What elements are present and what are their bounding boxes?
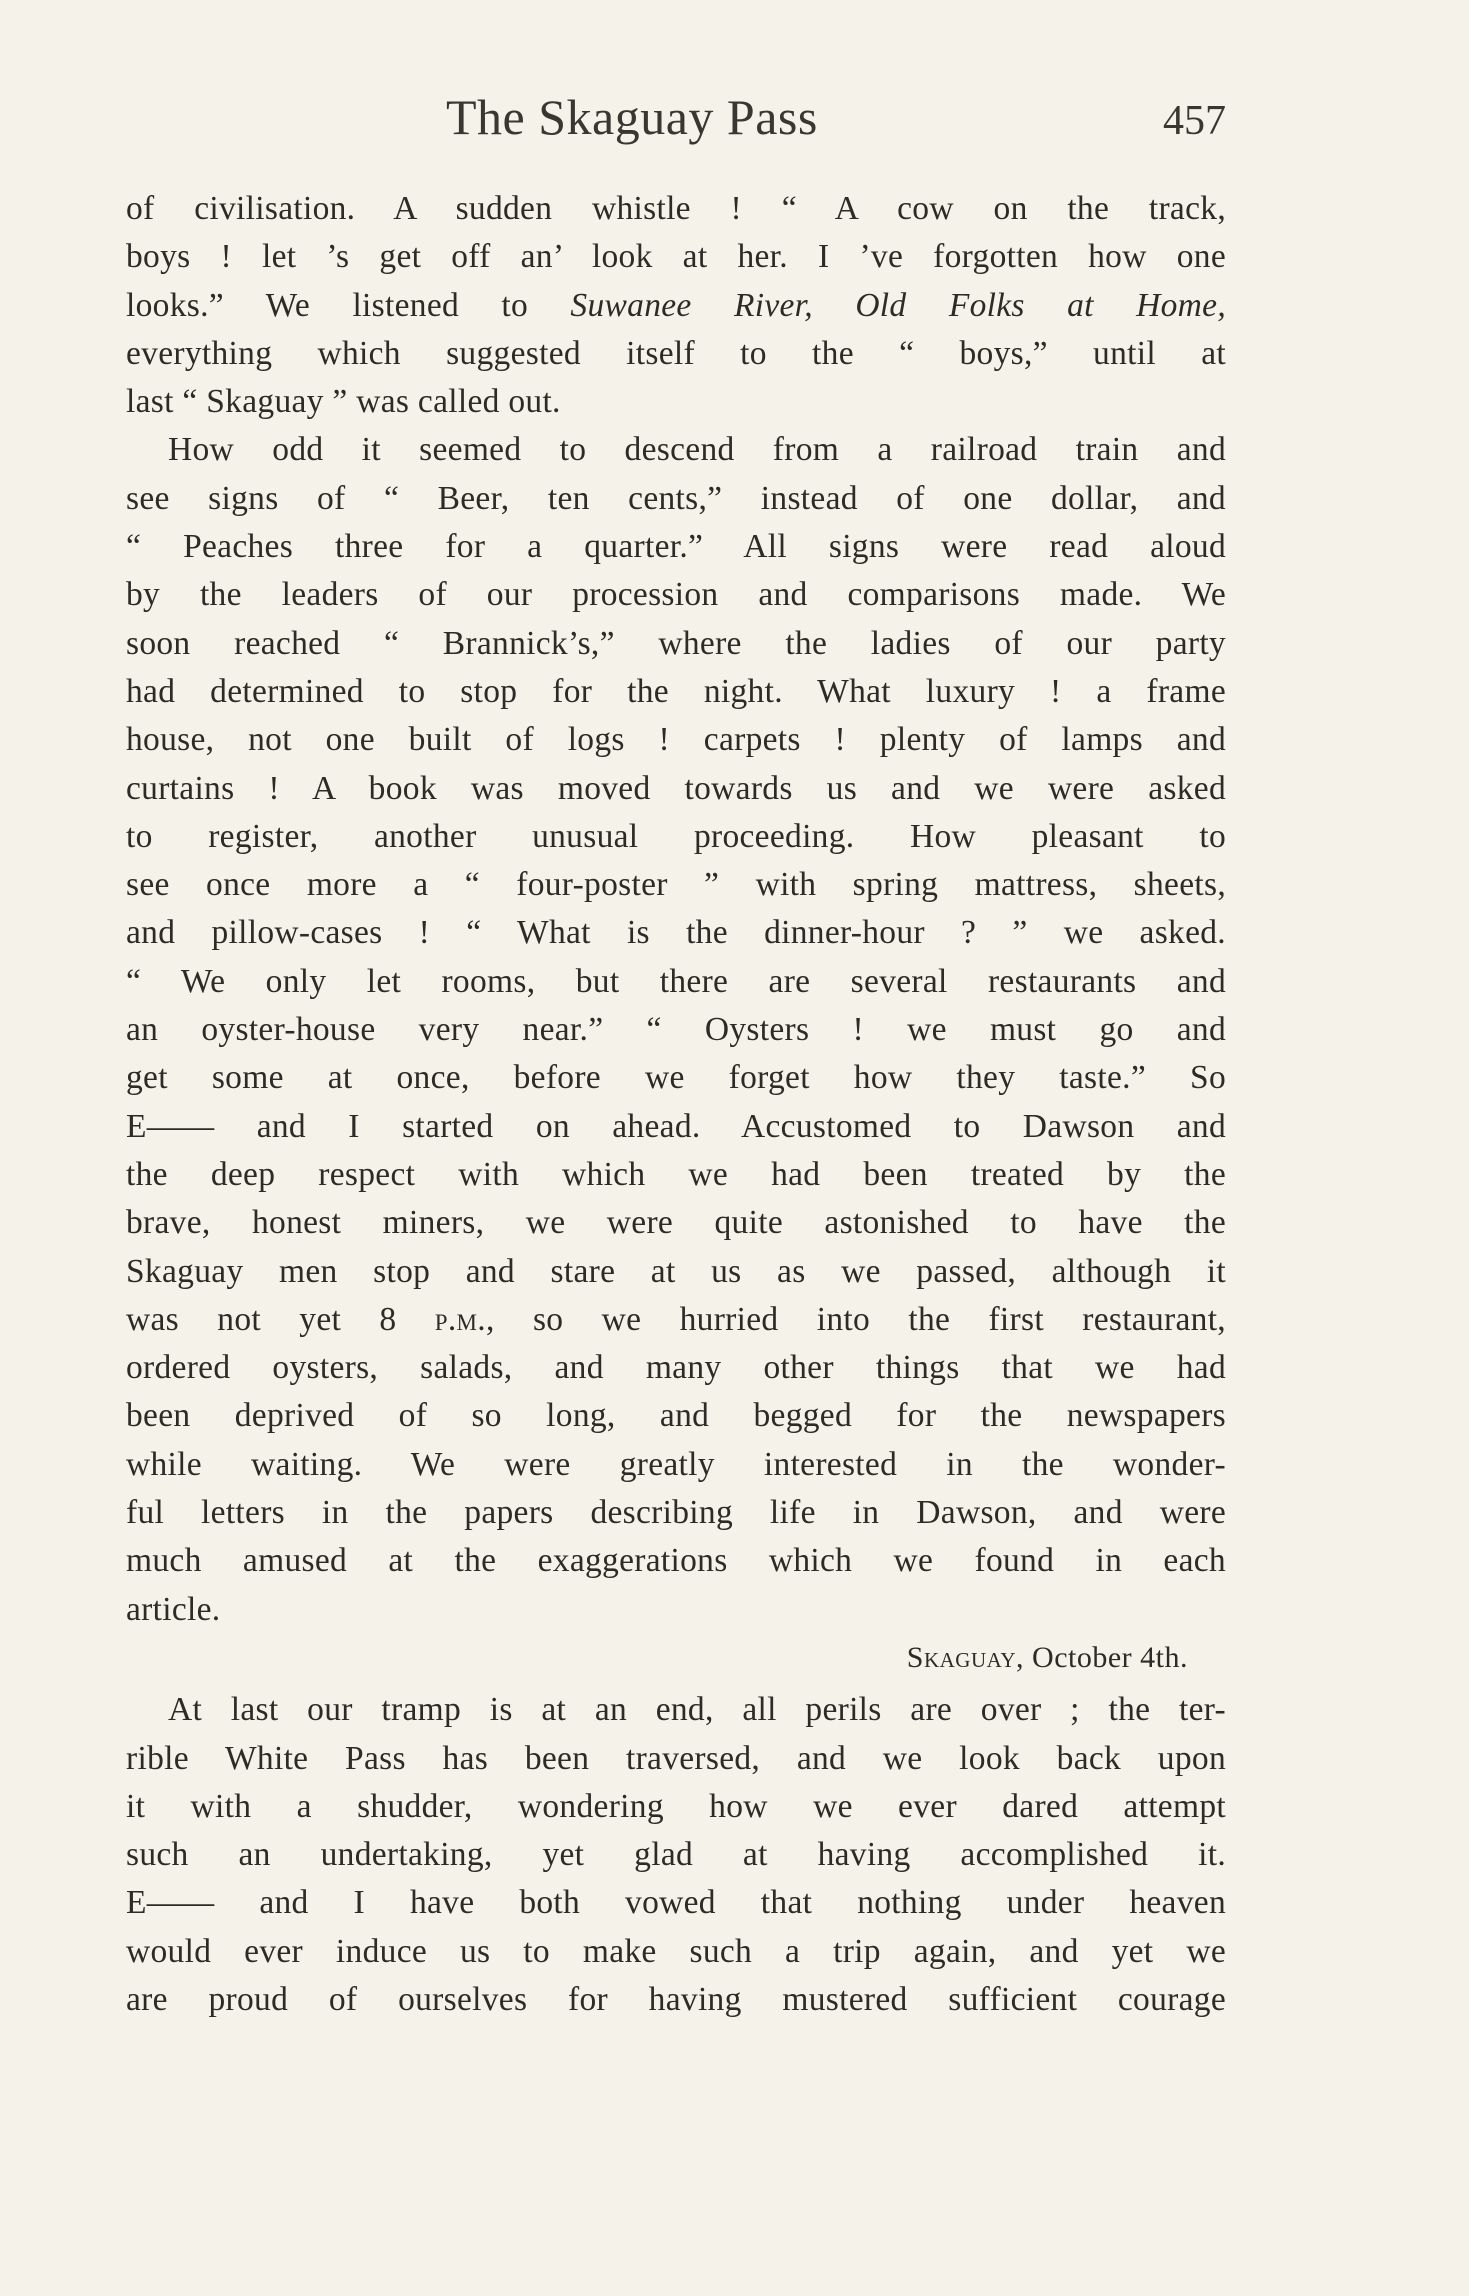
text-line: rible White Pass has been traversed, and we look back upon — [126, 1739, 1226, 1777]
body-text — [126, 185, 1226, 2024]
song-titles: Suwanee River, Old Folks at Home, — [570, 286, 1226, 324]
text-line: E—— and I have both vowed that nothing under heaven — [126, 1884, 1226, 1922]
text-line: the deep respect with which we had been treated by the — [126, 1155, 1226, 1193]
text-line: would ever induce us to make such a trip again, and yet we — [126, 1932, 1226, 1970]
text-line: an oyster-house very near.” “ Oysters ! we must go and — [126, 1011, 1226, 1049]
text-line: How odd it seemed to descend from a railroad train and — [168, 431, 1226, 469]
text-line — [126, 1296, 1226, 1344]
text-line-start: looks.” We listened to — [126, 286, 571, 324]
text-line: much amused at the exaggerations which we found in each — [126, 1542, 1226, 1580]
running-head — [126, 82, 1226, 152]
text-line: get some at once, before we forget how they taste.” So — [126, 1059, 1226, 1097]
text-line: while waiting. We were greatly interested in the wonder- — [126, 1445, 1226, 1483]
text-line: of civilisation. A sudden whistle ! “ A cow on the track, — [126, 190, 1226, 227]
text-line: last “ Skaguay ” was called out. — [126, 383, 561, 421]
text-line: see signs of “ Beer, ten cents,” instead of one dollar, and — [126, 479, 1226, 517]
text-line: soon reached “ Brannick’s,” where the ladies of our party — [126, 624, 1226, 662]
text-line: see once more a “ four-poster ” with spring mattress, sheets, — [126, 866, 1226, 904]
text-line: ful letters in the papers describing life in Dawson, and were — [126, 1494, 1226, 1532]
text-line: and pillow-cases ! “ What is the dinner-hour ? ” we asked. — [126, 914, 1226, 952]
text-line: “ Peaches three for a quarter.” All signs were read aloud — [126, 528, 1226, 566]
text-line: house, not one built of logs ! carpets ! plenty of lamps and — [126, 721, 1226, 759]
text-line: everything which suggested itself to the “ boys,” until at — [126, 334, 1226, 372]
page-number: 457 — [1163, 98, 1226, 144]
text-line: it with a shudder, wondering how we ever dared attempt — [126, 1787, 1226, 1825]
dateline-date: , October 4th. — [1016, 1640, 1188, 1674]
text-line: ordered oysters, salads, and many other things that we had — [126, 1349, 1226, 1387]
text-line: At last our tramp is at an end, all perils are over ; the ter- — [168, 1691, 1226, 1729]
text-line: Skaguay men stop and stare at us as we passed, although it — [126, 1252, 1226, 1290]
text-line: had determined to stop for the night. What luxury ! a frame — [126, 672, 1226, 710]
text-line-start: was not yet 8 — [126, 1300, 435, 1338]
text-line: curtains ! A book was moved towards us and we were asked — [126, 769, 1226, 807]
text-line: by the leaders of our procession and comparisons made. We — [126, 576, 1226, 614]
text-line: article. — [126, 1590, 221, 1628]
time-abbreviation: p.m. — [434, 1300, 486, 1338]
text-line-end: , so we hurried into the first restaurant, — [485, 1300, 1226, 1338]
text-line: been deprived of so long, and begged for the newspapers — [126, 1397, 1226, 1435]
text-line: E—— and I started on ahead. Accustomed to Dawson and — [126, 1107, 1226, 1145]
text-line: such an undertaking, yet glad at having accomplished it. — [126, 1836, 1226, 1874]
text-line: to register, another unusual proceeding. How pleasant to — [126, 817, 1226, 855]
text-line: are proud of ourselves for having mustered sufficient courage — [126, 1980, 1226, 2018]
dateline-place: Skaguay — [906, 1640, 1017, 1674]
text-line: boys ! let ’s get off an’ look at her. I ’ve forgotten how one — [126, 238, 1226, 276]
text-line: “ We only let rooms, but there are several restaurants and — [126, 962, 1226, 1000]
dateline — [126, 1634, 1226, 1682]
text-line: brave, honest miners, we were quite astonished to have the — [126, 1204, 1226, 1242]
text-line — [126, 282, 1226, 330]
running-title: The Skaguay Pass — [446, 89, 818, 145]
